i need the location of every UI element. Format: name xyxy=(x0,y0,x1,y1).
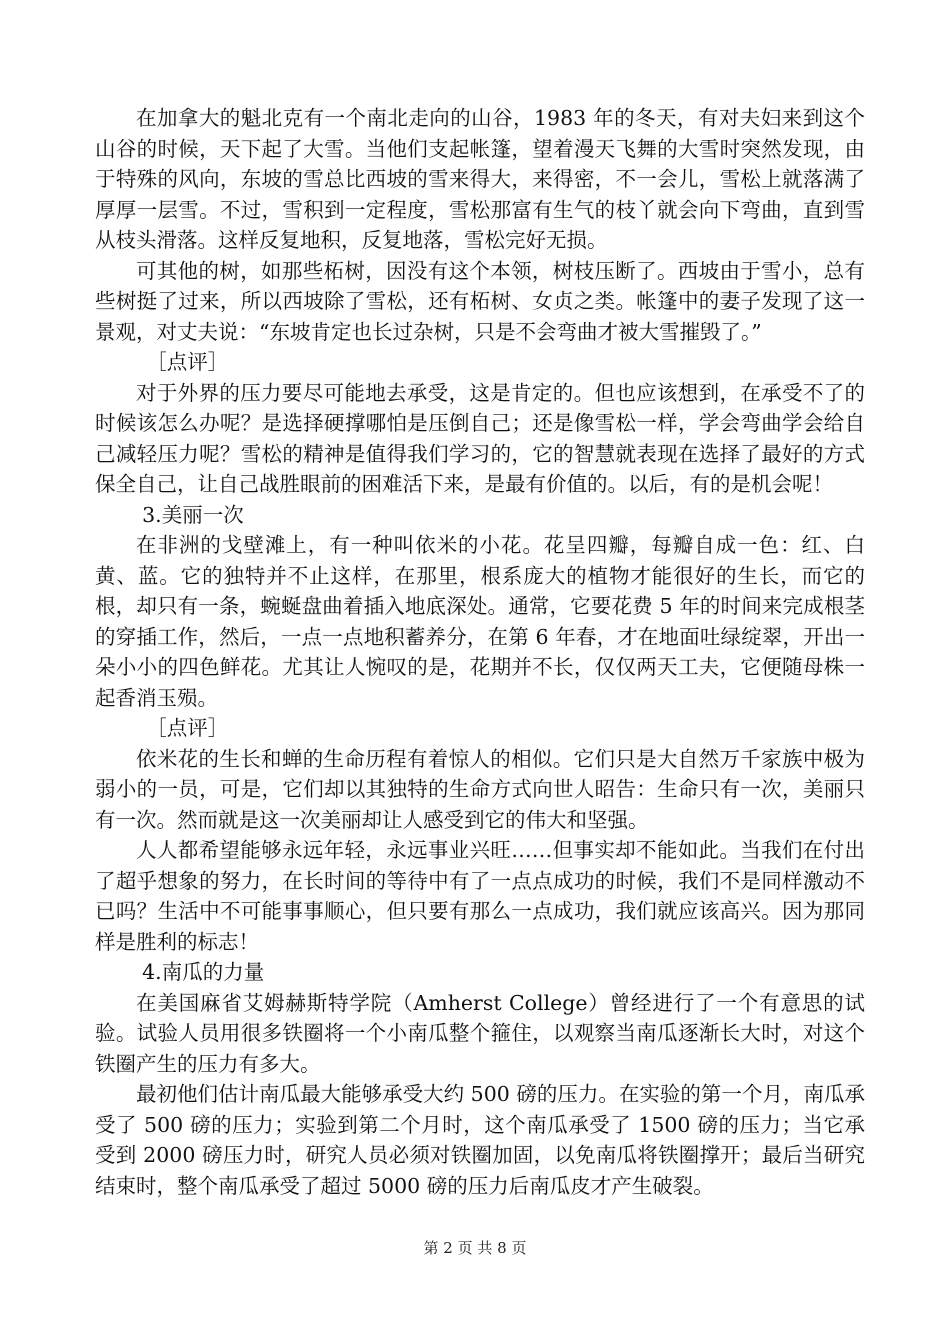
paragraph-review-pressure: 对于外界的压力要尽可能地去承受，这是肯定的。但也应该想到，在承受不了的时候该怎么办呢？是选择硬撑哪怕是压倒自己；还是像雪松一样，学会弯曲学会给自己减轻压力呢？雪松的精神是值得我们学习的，它的智慧就表现在选择了最好的方式保全自己，让自己战胜眼前的困难活下来，是最有价值的。以后，有的是机会呢！ xyxy=(95,380,865,496)
paragraph-amherst-experiment: 在美国麻省艾姆赫斯特学院（Amherst College）曾经进行了一个有意思的试验。试验人员用很多铁圈将一个小南瓜整个箍住，以观察当南瓜逐渐长大时，对这个铁圈产生的压力有多大。 xyxy=(95,990,865,1076)
paragraph-other-trees: 可其他的树，如那些柘树，因没有这个本领，树枝压断了。西坡由于雪小，总有些树挺了过来，所以西坡除了雪松，还有柘树、女贞之类。帐篷中的妻子发现了这一景观，对丈夫说：“东坡肯定也长过杂树，只是不会弯曲才被大雪摧毁了。” xyxy=(95,258,865,344)
paragraph-success: 人人都希望能够永远年轻，永远事业兴旺……但事实却不能如此。当我们在付出了超乎想象的努力，在长时间的等待中有了一点点成功的时候，我们不是同样激动不已吗？生活中不可能事事顺心，但只要有那么一点成功，我们就应该高兴。因为那同样是胜利的标志！ xyxy=(95,838,865,954)
page-number-footer: 第 2 页 共 8 页 xyxy=(423,1239,527,1257)
section-heading-pumpkin: 4.南瓜的力量 xyxy=(142,960,265,984)
paragraph-review-yimi: 依米花的生长和蝉的生命历程有着惊人的相似。它们只是大自然万千家族中极为弱小的一员，可是，它们却以其独特的生命方式向世人昭告：生命只有一次，美丽只有一次。然而就是这一次美丽却让人感受到它的伟大和坚强。 xyxy=(95,746,865,832)
paragraph-snow-valley: 在加拿大的魁北克有一个南北走向的山谷，1983 年的冬天，有对夫妇来到这个山谷的时候，天下起了大雪。当他们支起帐篷，望着漫天飞舞的大雪时突然发现，由于特殊的风向，东坡的雪总比西坡的雪来得大，来得密，不一会儿，雪松上就落满了厚厚一层雪。不过，雪积到一定程度，雪松那富有生气的枝丫就会向下弯曲，直到雪从枝头滑落。这样反复地积，反复地落，雪松完好无损。 xyxy=(95,106,865,252)
document-body xyxy=(95,103,865,1201)
section-heading-beautiful-once: 3.美丽一次 xyxy=(142,502,244,527)
paragraph-yimi-flower: 在非洲的戈壁滩上，有一种叫依米的小花。花呈四瓣，每瓣自成一色：红、白黄、蓝。它的独特并不止这样，在那里，根系庞大的植物才能很好的生长，而它的根，却只有一条，蜿蜒盘曲着插入地底深处。通常，它要花费 5 年的时间来完成根茎的穿插工作，然后，一点一点地积蓄养分，在第 6 年春，才在地面吐绿绽翠，开出一朵小小的四色鲜花。尤其让人惋叹的是，花期并不长，仅仅两天工夫，它便随母株一起香消玉殒。 xyxy=(95,533,865,710)
review-label: ［点评］ xyxy=(146,716,229,740)
review-label: ［点评］ xyxy=(146,350,229,374)
paragraph-pumpkin-pressure: 最初他们估计南瓜最大能够承受大约 500 磅的压力。在实验的第一个月，南瓜承受了 500 磅的压力；实验到第二个月时，这个南瓜承受了 1500 磅的压力；当它承受到 2000 磅压力时，研究人员必须对铁圈加固，以免南瓜将铁圈撑开；最后当研究结束时，整个南瓜承受了超过 5000 磅的压力后南瓜皮才产生破裂。 xyxy=(95,1082,865,1198)
